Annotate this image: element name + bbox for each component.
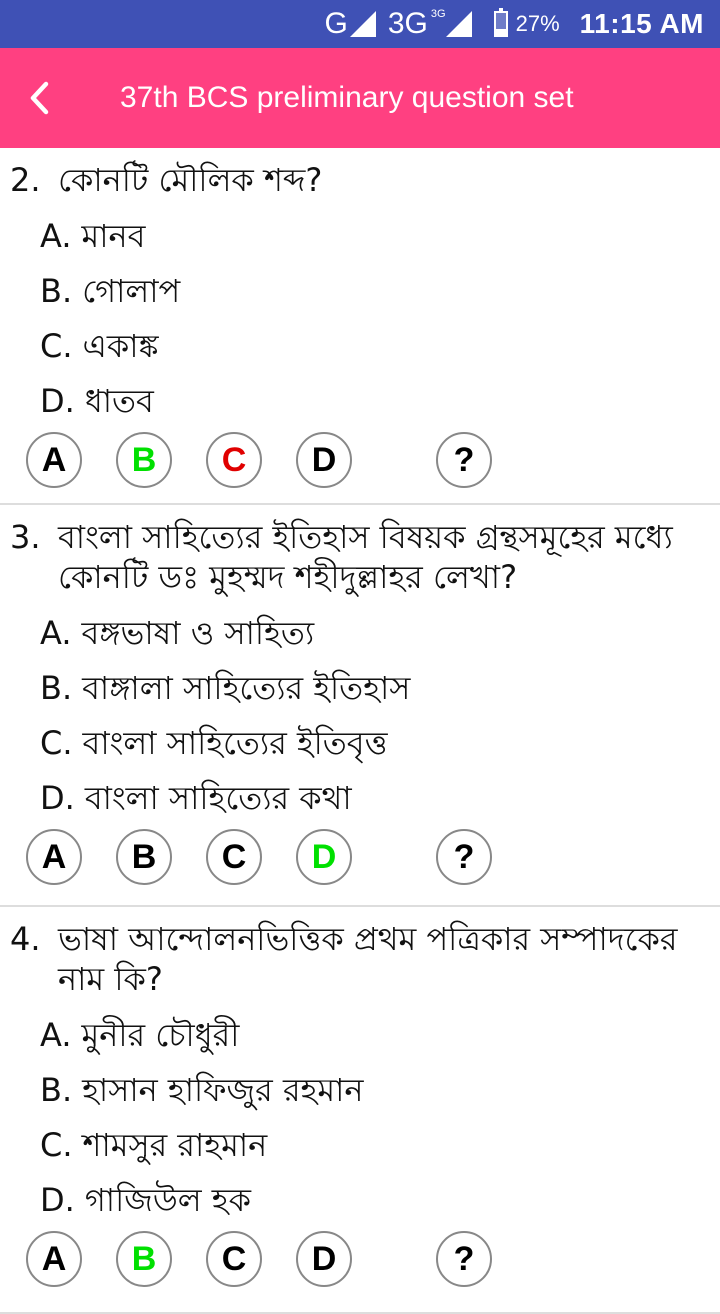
network-type: G <box>324 7 348 40</box>
help-button[interactable]: ? <box>436 829 492 885</box>
option-c <box>0 1117 720 1172</box>
option-b <box>0 1062 720 1117</box>
option-text: মুনীর চৌধুরী <box>81 1015 240 1054</box>
option-label: B. <box>40 271 73 310</box>
answer-a-button[interactable]: A <box>26 432 82 488</box>
answer-buttons <box>0 825 720 893</box>
question-label: ভাষা আন্দোলনভিত্তিক প্রথম পত্রিকার সম্পাদকের নাম কি? <box>58 920 678 998</box>
option-text: বাংলা সাহিত্যের ইতিবৃত্ত <box>82 723 388 762</box>
option-text: বাংলা সাহিত্যের কথা <box>84 778 352 817</box>
back-button[interactable] <box>0 48 80 148</box>
option-label: D. <box>40 778 75 817</box>
answer-b-button[interactable]: B <box>116 1231 172 1287</box>
option-text: ধাতব <box>84 381 154 420</box>
option-text: শামসুর রাহমান <box>82 1125 268 1164</box>
answer-d-button[interactable]: D <box>296 829 352 885</box>
question-label: কোনটি মৌলিক শব্দ? <box>58 161 323 199</box>
option-a <box>0 208 720 263</box>
option-a <box>0 1007 720 1062</box>
question-number: 4. <box>10 920 41 958</box>
answer-b-button[interactable]: B <box>116 829 172 885</box>
question-text <box>0 517 720 597</box>
answer-a-button[interactable]: A <box>26 1231 82 1287</box>
option-a <box>0 605 720 660</box>
signal-icon-2 <box>446 11 472 37</box>
question-label: বাংলা সাহিত্যের ইতিহাস বিষয়ক গ্রন্থসমূহের মধ্যে কোনটি ডঃ মুহম্মদ শহীদুল্লাহর লেখা? <box>58 518 673 596</box>
answer-c-button[interactable]: C <box>206 432 262 488</box>
option-c <box>0 715 720 770</box>
option-label: B. <box>40 668 73 707</box>
option-c <box>0 318 720 373</box>
option-label: C. <box>40 723 73 762</box>
network-indicator <box>325 7 484 41</box>
answer-c-button[interactable]: C <box>206 1231 262 1287</box>
option-text: বাঙ্গালা সাহিত্যের ইতিহাস <box>82 668 411 707</box>
option-label: D. <box>40 1180 75 1219</box>
network-type-sup: 3G <box>430 8 446 20</box>
answer-buttons <box>0 1227 720 1295</box>
option-label: D. <box>40 381 75 420</box>
app-bar <box>0 48 720 148</box>
battery-icon <box>494 11 508 37</box>
option-text: বঙ্গভাষা ও সাহিত্য <box>81 613 315 652</box>
question-card <box>0 517 720 907</box>
option-d <box>0 770 720 825</box>
battery-percent: 27% <box>515 11 560 36</box>
option-d <box>0 1172 720 1227</box>
question-text <box>0 919 720 999</box>
network-type-2: 3G <box>387 7 428 40</box>
answer-a-button[interactable]: A <box>26 829 82 885</box>
option-label: C. <box>40 1125 73 1164</box>
option-label: B. <box>40 1070 73 1109</box>
question-list[interactable] <box>0 148 720 1314</box>
question-number: 3. <box>10 518 41 556</box>
option-label: C. <box>40 326 73 365</box>
clock: 11:15 AM <box>579 8 704 39</box>
option-b <box>0 263 720 318</box>
help-button[interactable]: ? <box>436 1231 492 1287</box>
option-text: হাসান হাফিজুর রহমান <box>82 1070 364 1109</box>
answer-c-button[interactable]: C <box>206 829 262 885</box>
option-d <box>0 373 720 428</box>
answer-d-button[interactable]: D <box>296 432 352 488</box>
answer-buttons <box>0 428 720 496</box>
question-number: 2. <box>10 161 41 199</box>
option-text: মানব <box>81 216 146 255</box>
answer-d-button[interactable]: D <box>296 1231 352 1287</box>
option-label: A. <box>40 613 72 652</box>
option-label: A. <box>40 216 72 255</box>
option-b <box>0 660 720 715</box>
signal-icon <box>350 11 376 37</box>
question-card <box>0 160 720 505</box>
help-button[interactable]: ? <box>436 432 492 488</box>
status-bar <box>0 0 720 48</box>
option-label: A. <box>40 1015 72 1054</box>
answer-b-button[interactable]: B <box>116 432 172 488</box>
option-text: একাঙ্ক <box>82 326 159 365</box>
option-text: গোলাপ <box>82 271 181 310</box>
question-text <box>0 160 720 200</box>
chevron-left-icon <box>28 80 52 116</box>
question-card <box>0 919 720 1314</box>
option-text: গাজিউল হক <box>84 1180 251 1219</box>
page-title: 37th BCS preliminary question set <box>120 81 574 114</box>
